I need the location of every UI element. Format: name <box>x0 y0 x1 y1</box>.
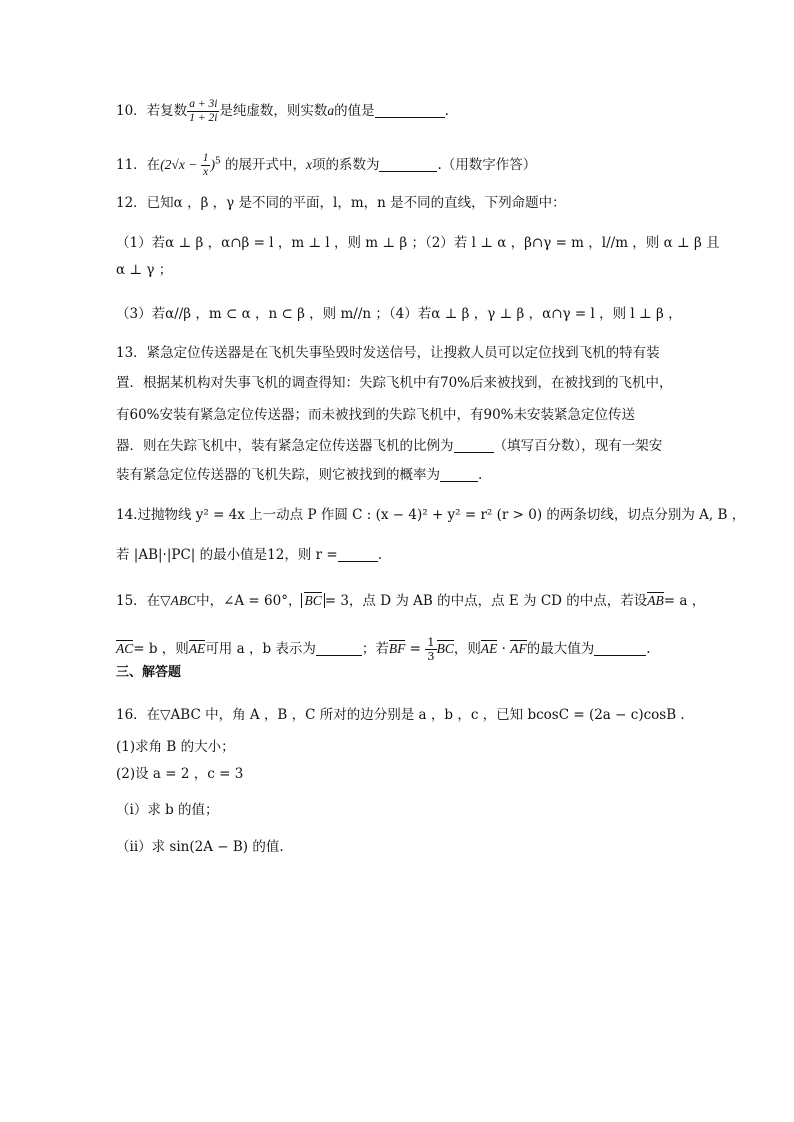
q10-prefix: 10．若复数 <box>116 103 188 119</box>
q11-expr: (2√x − <box>160 157 201 172</box>
q15-line-2 <box>116 636 651 663</box>
q14-answer-blank[interactable] <box>338 547 378 562</box>
q15-fraction <box>425 636 436 663</box>
q15-vec-ae: AE <box>188 641 206 656</box>
q13-line-2: 置．根据某机构对失事飞机的调查得知：失踪飞机中有70%后来被找到，在被找到的飞机中， <box>116 375 673 391</box>
q15-l2-eq: = <box>405 641 426 657</box>
q16-part-1: (1)求角 B 的大小； <box>116 739 235 755</box>
q15-vec-ac: AC <box>116 641 134 656</box>
q14-line-2-a: 若 |AB|·|PC| 的最小值是12，则 r = <box>116 547 338 563</box>
q11-frac-den: x <box>203 166 209 178</box>
q16-part-2: (2)设 a = 2 ，c = 3 <box>116 766 244 782</box>
q15-l2-c: ；若 <box>361 641 389 657</box>
q12-line-1: 12．已知α ，β ，γ 是不同的平面，l，m，n 是不同的直线，下列命题中： <box>116 195 566 211</box>
q10-end: . <box>444 103 449 119</box>
q15-bc-abs <box>301 593 324 608</box>
q15-vec-ab: AB <box>647 593 664 608</box>
q11-exponent: 5 <box>214 156 221 167</box>
q11-frac-num: 1 <box>202 152 209 164</box>
q15-l1-d: = a ， <box>663 593 706 609</box>
section-heading: 三、解答题 <box>116 665 182 680</box>
q13-line-4 <box>116 437 662 455</box>
q13-blank-probability[interactable] <box>440 467 478 482</box>
q10-var: a <box>327 103 335 118</box>
q15-line-1 <box>116 592 705 610</box>
q13-line-5-a: 装有紧急定位传送器的飞机失踪，则它被找到的概率为 <box>116 467 440 483</box>
q16-line-1: 16．在▽ABC 中，角 A ，B ，C 所对的边分别是 a ，b ，c ，已知 bcosC = (2a − c)cosB . <box>116 707 685 723</box>
q11-expr-close: ) <box>210 157 215 172</box>
q11-var: x <box>305 157 312 172</box>
q15-l2-b: 可用 a ，b 表示为 <box>205 641 316 657</box>
q14-line-2 <box>116 546 382 564</box>
q15-l2-e: 的最大值为 <box>526 641 595 657</box>
q15-l2-a: = b ，则 <box>133 641 189 657</box>
q15-l1-b: 中，∠A = 60°， <box>196 593 302 609</box>
q16-sub-2: （ii）求 sin(2A − B) 的值. <box>116 839 284 855</box>
q12-line-4: （3）若α//β ，m ⊂ α ，n ⊂ β ，则 m//n ；（4）若α ⊥ β ，γ ⊥ β ，α∩γ = l ，则 l ⊥ β ， <box>116 306 682 322</box>
q13-line-4-a: 器．则在失踪飞机中，装有紧急定位传送器飞机的比例为 <box>116 438 454 454</box>
q13-line-5 <box>116 466 482 484</box>
q15-vec-bc: BC <box>304 593 322 608</box>
q15-vec-af: AF <box>510 641 527 656</box>
q15-vec-bf: BF <box>388 641 406 656</box>
question-10 <box>116 98 449 125</box>
q13-line-4-b: （填写百分数），现有一架安 <box>493 438 663 454</box>
q12-line-3: α ⊥ γ ； <box>116 262 173 278</box>
q10-text-b: 的值是 <box>334 103 375 119</box>
q14-line-2-b: . <box>377 547 382 563</box>
q13-line-3: 有60%安装有紧急定位传送器；而未被找到的失踪飞机中，有90%未安装紧急定位传送 <box>116 407 636 423</box>
q15-dot: · <box>497 641 511 657</box>
q11-answer-blank[interactable] <box>379 157 437 172</box>
q14-line-1: 14.过抛物线 y² = 4x 上一动点 P 作圆 C : (x − 4)² + y² = r² (r > 0) 的两条切线，切点分别为 A, B ， <box>116 507 746 523</box>
question-11 <box>116 152 536 179</box>
q10-frac-num: a + 3i <box>189 98 218 110</box>
q16-sub-1: （i）求 b 的值； <box>116 802 219 818</box>
q15-l1-a: 15．在 <box>116 593 161 609</box>
q15-l1-c: = 3，点 D 为 AB 的中点，点 E 为 CD 的中点，若设 <box>324 593 648 609</box>
q15-triangle: ▽ABC <box>160 593 197 608</box>
q15-blank-2[interactable] <box>594 641 646 656</box>
q15-frac-num: 1 <box>427 635 435 649</box>
q10-frac-den: 1 + 2i <box>189 112 218 124</box>
q15-end: . <box>646 641 651 657</box>
q15-vec-ae-2: AE <box>480 641 498 656</box>
q15-frac-den: 3 <box>427 649 435 663</box>
q10-fraction <box>187 98 219 125</box>
q15-vec-bc-2: BC <box>436 641 454 656</box>
q11-end: .（用数字作答） <box>437 157 537 173</box>
q15-blank-1[interactable] <box>316 641 362 656</box>
q11-text-b: 项的系数为 <box>311 157 380 173</box>
q12-line-2: （1）若α ⊥ β ，α∩β = l ，m ⊥ l ，则 m ⊥ β ；（2）若 l ⊥ α ，β∩γ = m ，l//m ，则 α ⊥ β 且 <box>116 235 720 251</box>
q11-prefix: 11．在 <box>116 157 161 173</box>
q13-blank-percent[interactable] <box>454 438 494 453</box>
q11-fraction <box>201 152 211 179</box>
q13-line-5-b: . <box>478 467 483 483</box>
q15-l2-d: ，则 <box>453 641 481 657</box>
q10-answer-blank[interactable] <box>375 103 445 118</box>
q10-text-a: 是纯虚数，则实数 <box>219 103 328 119</box>
q13-line-1: 13．紧急定位传送器是在飞机失事坠毁时发送信号，让搜救人员可以定位找到飞机的特有装 <box>116 345 660 361</box>
q11-text-a: 的展开式中， <box>224 157 306 173</box>
